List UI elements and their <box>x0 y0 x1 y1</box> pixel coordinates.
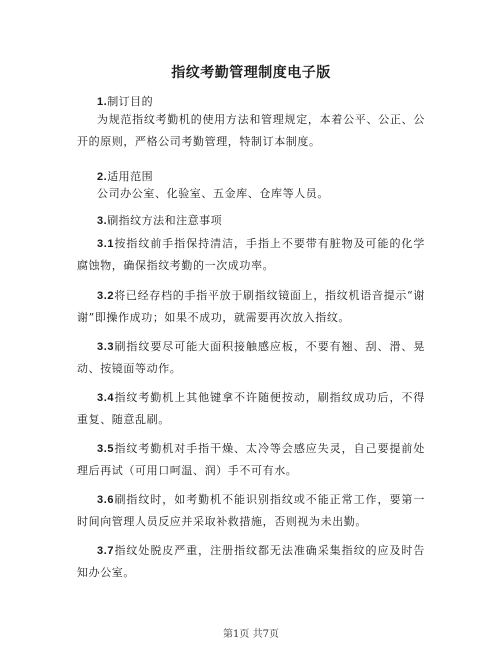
section-heading-1: 1.制订目的 <box>97 95 154 108</box>
section-heading-3: 3.刷指纹方法和注意事项 <box>97 214 223 227</box>
paragraph-3-6: 3.6刷指纹时，如考勤机不能识别指纹或不能正常工作，要第一时间向管理人员反应并采取补救措施，否则视为未出勤。 <box>77 493 425 528</box>
paragraph-3-5: 3.5指纹考勤机对手指干燥、太冷等会感应失灵，自己要提前处理后再试（可用口呵温、润）手不可有水。 <box>77 442 425 477</box>
paragraph-3-7: 3.7指纹处脱皮严重，注册指纹都无法准确采集指纹的应及时告知办公室。 <box>77 544 425 579</box>
paragraph-scope: 公司办公室、化验室、五金库、仓库等人员。 <box>97 187 329 200</box>
paragraph-3-1: 3.1按指纹前手指保持清洁，手指上不要带有脏物及可能的化学腐蚀物，确保指纹考勤的一次成功率。 <box>77 237 425 272</box>
paragraph-3-4: 3.4指纹考勤机上其他键拿不许随便按动，刷指纹成功后，不得重复、随意乱刷。 <box>77 391 425 426</box>
paragraph-3-3: 3.3刷指纹要尽可能大面积接触感应板，不要有翘、刮、滑、晃动、按镜面等动作。 <box>77 340 425 375</box>
page-footer: 第1页 共7页 <box>223 629 279 640</box>
paragraph-purpose: 为规范指纹考勤机的使用方法和管理规定，本着公平、公正、公开的原则，严格公司考勤管理，特制订本制度。 <box>77 113 425 148</box>
section-heading-2: 2.适用范围 <box>97 170 154 183</box>
paragraph-3-2: 3.2将已经存档的手指平放于刷指纹镜面上，指纹机语音提示“谢谢”即操作成功；如果不成功，就需要再次放入指纹。 <box>77 289 425 324</box>
document-title: 指纹考勤管理制度电子版 <box>171 65 331 81</box>
